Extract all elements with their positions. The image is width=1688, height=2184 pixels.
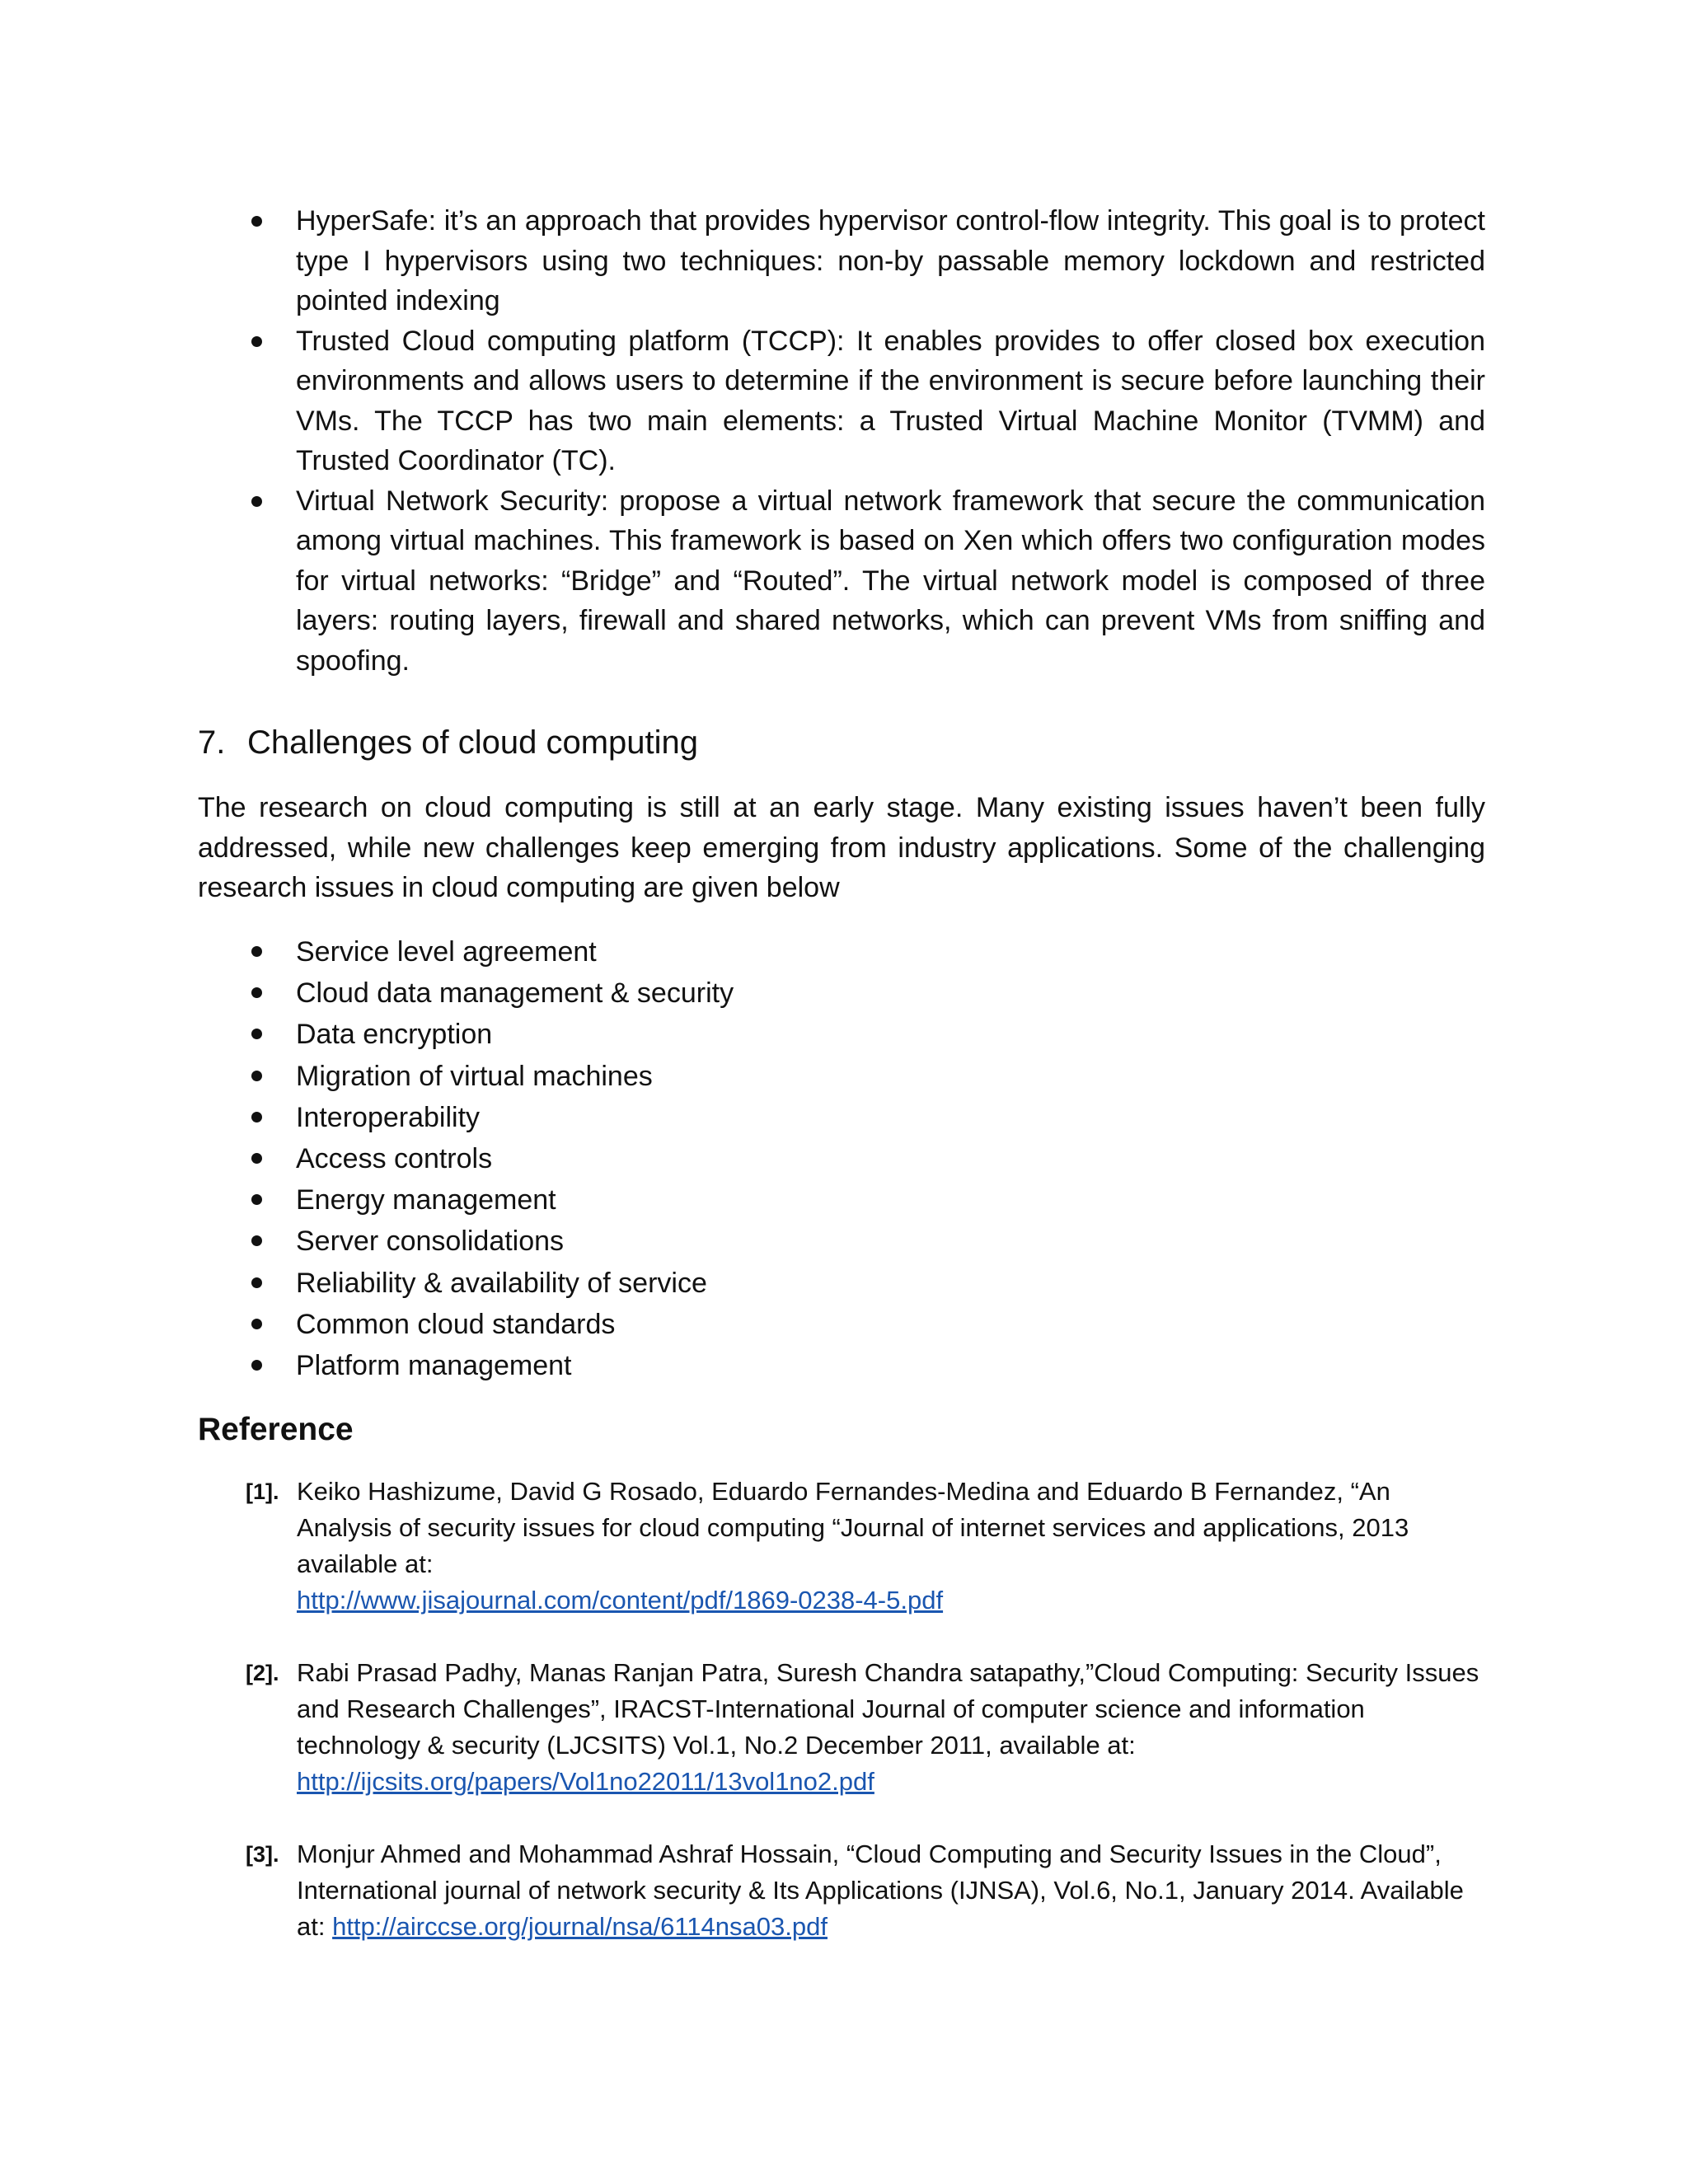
list-item bbox=[251, 481, 1485, 682]
references-list bbox=[246, 1474, 1490, 1981]
bullet-icon bbox=[251, 987, 262, 998]
list-item bbox=[251, 1263, 734, 1304]
reference-link[interactable]: http://airccse.org/journal/nsa/6114nsa03.pdf bbox=[332, 1912, 828, 1941]
section-intro-paragraph: The research on cloud computing is still at an early stage. Many existing issues haven’t been fully addressed, while new challenges keep emerging from industry applications. Some of the challenging research issues in cloud computing are given below bbox=[198, 792, 1485, 903]
list-item-text: HyperSafe: it’s an approach that provides hypervisor control-flow integrity. This goal is to protect type I hypervisors using two techniques: non-by passable memory lockdown and restricted pointed indexing bbox=[296, 205, 1485, 316]
bullet-icon bbox=[251, 216, 262, 227]
reference-item bbox=[246, 1836, 1490, 1945]
list-item bbox=[251, 972, 734, 1014]
reference-number: [2]. bbox=[246, 1661, 279, 1685]
section-heading bbox=[198, 722, 698, 763]
list-item-text: Reliability & availability of service bbox=[296, 1267, 707, 1299]
list-item-text: Server consolidations bbox=[296, 1226, 565, 1258]
section-title: Challenges of cloud computing bbox=[247, 724, 699, 761]
bullet-icon bbox=[251, 1029, 262, 1039]
list-item bbox=[251, 321, 1485, 481]
list-item bbox=[251, 1014, 734, 1055]
bullet-icon bbox=[251, 496, 262, 507]
list-item-text: Interoperability bbox=[296, 1101, 481, 1133]
bullet-icon bbox=[251, 1112, 262, 1122]
bullet-icon bbox=[251, 1071, 262, 1081]
reference-text: Monjur Ahmed and Mohammad Ashraf Hossain, “Cloud Computing and Security Issues in the Cloud”, International journal of network security & Its Applications (IJNSA), Vol.6, No.1, January 2014. Available bbox=[297, 1840, 1464, 1905]
list-item bbox=[251, 931, 734, 972]
section-number: 7. bbox=[198, 724, 226, 761]
list-item-text: Platform management bbox=[296, 1350, 572, 1382]
bullet-icon bbox=[251, 1153, 262, 1164]
references-heading: Reference bbox=[198, 1412, 354, 1447]
bullet-icon bbox=[251, 1319, 262, 1329]
list-item bbox=[251, 1138, 734, 1179]
list-item-text: Virtual Network Security: propose a virtual network framework that secure the communication among virtual machines. This framework is based on Xen which offers two configuration modes for virtual networks: “Bridge” and “Routed”. The virtual network model is composed of three layers: routing layers, firewall and shared networks, which can prevent VMs from sniffing and spoofing. bbox=[296, 485, 1485, 677]
reference-link-prefix: at: bbox=[297, 1912, 333, 1941]
reference-link[interactable]: http://ijcsits.org/papers/Vol1no22011/13vol1no2.pdf bbox=[297, 1767, 874, 1796]
reference-text: Rabi Prasad Padhy, Manas Ranjan Patra, Suresh Chandra satapathy,”Cloud Computing: Security Issues and Research Challenges”, IRACST-International Journal of computer science and information technology & security (LJCSITS) Vol.1, No.2 December 2011, available at: bbox=[297, 1658, 1479, 1760]
list-item bbox=[251, 1097, 734, 1138]
list-item bbox=[251, 1179, 734, 1221]
list-item bbox=[251, 1345, 734, 1386]
list-item bbox=[251, 1221, 734, 1262]
list-item-text: Migration of virtual machines bbox=[296, 1060, 653, 1092]
bullet-icon bbox=[251, 1194, 262, 1205]
bullet-icon bbox=[251, 946, 262, 957]
challenges-list bbox=[251, 931, 734, 1386]
list-item-text: Common cloud standards bbox=[296, 1308, 616, 1340]
list-item-text: Trusted Cloud computing platform (TCCP): It enables provides to offer closed box execution environments and allows users to determine if the environment is secure before launching their VMs. The TCCP has two main elements: a Trusted Virtual Machine Monitor (TVMM) and Trusted Coordinator (TC). bbox=[296, 325, 1485, 476]
security-approaches-list bbox=[251, 201, 1485, 681]
list-item-text: Cloud data management & security bbox=[296, 977, 734, 1010]
bullet-icon bbox=[251, 336, 262, 347]
reference-number: [3]. bbox=[246, 1842, 279, 1867]
reference-text: Keiko Hashizume, David G Rosado, Eduardo Fernandes-Medina and Eduardo B Fernandez, “An Analysis of security issues for cloud computing “Journal of internet services and applications, 2013 available at: bbox=[297, 1477, 1409, 1578]
list-item bbox=[251, 1304, 734, 1345]
reference-item bbox=[246, 1655, 1490, 1800]
reference-link[interactable]: http://www.jisajournal.com/content/pdf/1869-0238-4-5.pdf bbox=[297, 1586, 944, 1615]
list-item bbox=[251, 1056, 734, 1097]
bullet-icon bbox=[251, 1360, 262, 1371]
reference-item bbox=[246, 1474, 1490, 1619]
list-item-text: Access controls bbox=[296, 1143, 493, 1175]
bullet-icon bbox=[251, 1235, 262, 1246]
reference-number: [1]. bbox=[246, 1479, 279, 1504]
list-item-text: Energy management bbox=[296, 1184, 556, 1216]
list-item-text: Service level agreement bbox=[296, 936, 597, 968]
list-item bbox=[251, 201, 1485, 321]
bullet-icon bbox=[251, 1277, 262, 1288]
list-item-text: Data encryption bbox=[296, 1019, 493, 1051]
